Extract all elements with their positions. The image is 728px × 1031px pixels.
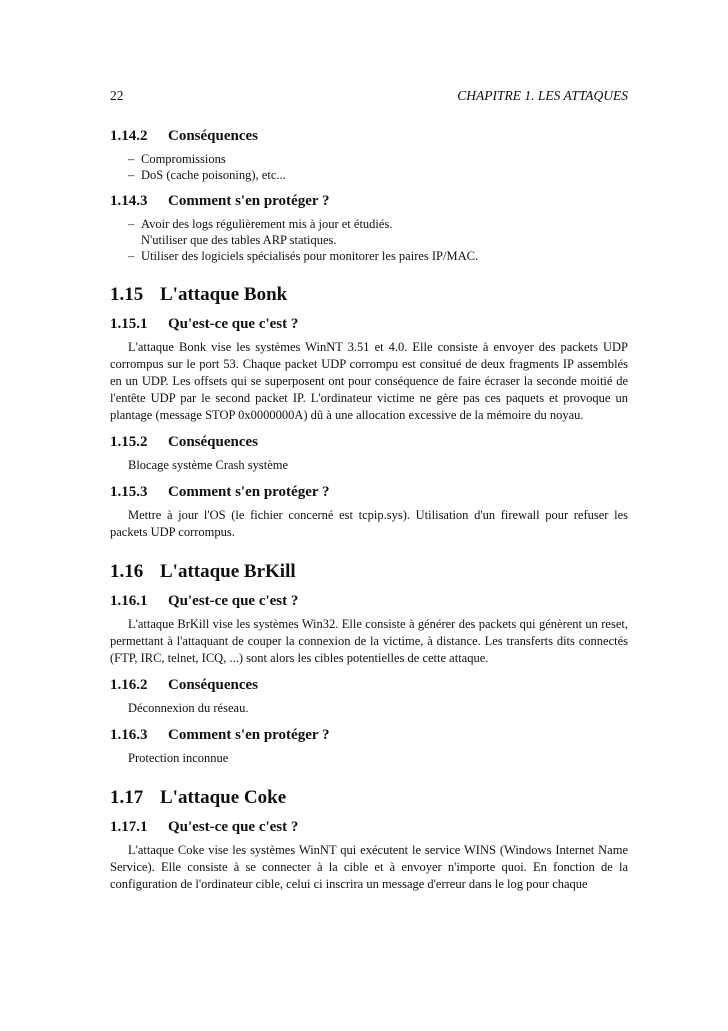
section-number: 1.15 — [110, 284, 144, 305]
paragraph: L'attaque Bonk vise les systèmes WinNT 3.51 et 4.0. Elle consiste à envoyer des packets UDP corrompus sur le port 53. Chaque packet UDP corrompu est consitué de deux fragments IP assemblés en un UDP. Les offsets qui se superposent ont pour conséquence de faire écraser la seconde moitié de l'entête UDP par le second packet IP. L'ordinateur victime ne gère pas ces paquets et provoque un plantage (message STOP 0x0000000A) dû à une allocation excessive de la mémoire du noyau. — [110, 340, 628, 422]
page-number: 22 — [110, 88, 124, 103]
section-title: L'attaque Bonk — [160, 284, 288, 305]
subsection-heading — [110, 819, 628, 836]
bullet-list — [110, 216, 628, 264]
list-item: – Utiliser des logiciels spécialisés pour monitorer les paires IP/MAC. — [128, 248, 628, 264]
paragraph: Protection inconnue — [128, 751, 229, 765]
list-item-text: N'utiliser que des tables ARP statiques. — [141, 233, 337, 247]
subsection-heading — [110, 128, 628, 145]
subsection-title: Comment s'en protéger ? — [168, 727, 330, 743]
subsection-title: Qu'est-ce que c'est ? — [168, 593, 299, 609]
subsection-heading — [110, 193, 628, 210]
subsection-title: Qu'est-ce que c'est ? — [168, 819, 299, 835]
running-header — [110, 88, 628, 106]
paragraph: L'attaque BrKill vise les systèmes Win32. Elle consiste à générer des packets qui génèrent un reset, permettant à l'attaquant de couper la connexion de la victime, à distance. Les transferts dits connectés (FTP, IRC, telnet, ICQ, ...) sont alors les cibles potentielles de cette attaque. — [110, 617, 628, 665]
subsection-number: 1.15.3 — [110, 484, 148, 500]
subsection-title: Conséquences — [168, 677, 259, 693]
subsection-number: 1.17.1 — [110, 819, 148, 835]
subsection-title: Conséquences — [168, 128, 259, 144]
section-number: 1.16 — [110, 561, 144, 582]
list-item-text: – Avoir des logs régulièrement mis à jour et étudiés. — [141, 217, 393, 231]
paragraph: L'attaque Coke vise les systèmes WinNT qui exécutent le service WINS (Windows Internet Name Service). Elle consiste à se connecter à la cible et à envoyer n'importe quoi. En fonction de la configuration de l'ordinateur cible, celui ci inscrira un message d'erreur dans le log pour chaque — [110, 843, 628, 891]
subsection-heading — [110, 434, 628, 451]
section-number: 1.17 — [110, 787, 144, 808]
subsection-heading — [110, 593, 628, 610]
subsection-heading — [110, 727, 628, 744]
list-item — [128, 216, 628, 248]
section-heading — [110, 787, 628, 809]
bullet-list — [110, 151, 628, 183]
subsection-number: 1.16.2 — [110, 677, 148, 693]
list-item: – Compromissions — [128, 151, 628, 167]
paragraph: Mettre à jour l'OS (le fichier concerné est tcpip.sys). Utilisation d'un firewall pour refuser les packets UDP corrompus. — [110, 508, 628, 539]
subsection-number: 1.14.3 — [110, 193, 148, 209]
subsection-heading — [110, 484, 628, 501]
section-title: L'attaque Coke — [160, 787, 287, 808]
subsection-number: 1.16.3 — [110, 727, 148, 743]
paragraph: Déconnexion du réseau. — [128, 701, 249, 715]
section-heading — [110, 284, 628, 306]
subsection-title: Conséquences — [168, 434, 259, 450]
subsection-heading — [110, 316, 628, 333]
subsection-number: 1.16.1 — [110, 593, 148, 609]
subsection-number: 1.14.2 — [110, 128, 148, 144]
subsection-title: Comment s'en protéger ? — [168, 193, 330, 209]
chapter-title: CHAPITRE 1. LES ATTAQUES — [457, 88, 628, 103]
subsection-title: Qu'est-ce que c'est ? — [168, 316, 299, 332]
list-item: – DoS (cache poisoning), etc... — [128, 167, 628, 183]
page-content — [110, 118, 628, 901]
subsection-number: 1.15.2 — [110, 434, 148, 450]
subsection-title: Comment s'en protéger ? — [168, 484, 330, 500]
paragraph: Blocage système Crash système — [128, 458, 289, 472]
section-title: L'attaque BrKill — [160, 561, 296, 582]
subsection-number: 1.15.1 — [110, 316, 148, 332]
section-heading — [110, 561, 628, 583]
subsection-heading — [110, 677, 628, 694]
